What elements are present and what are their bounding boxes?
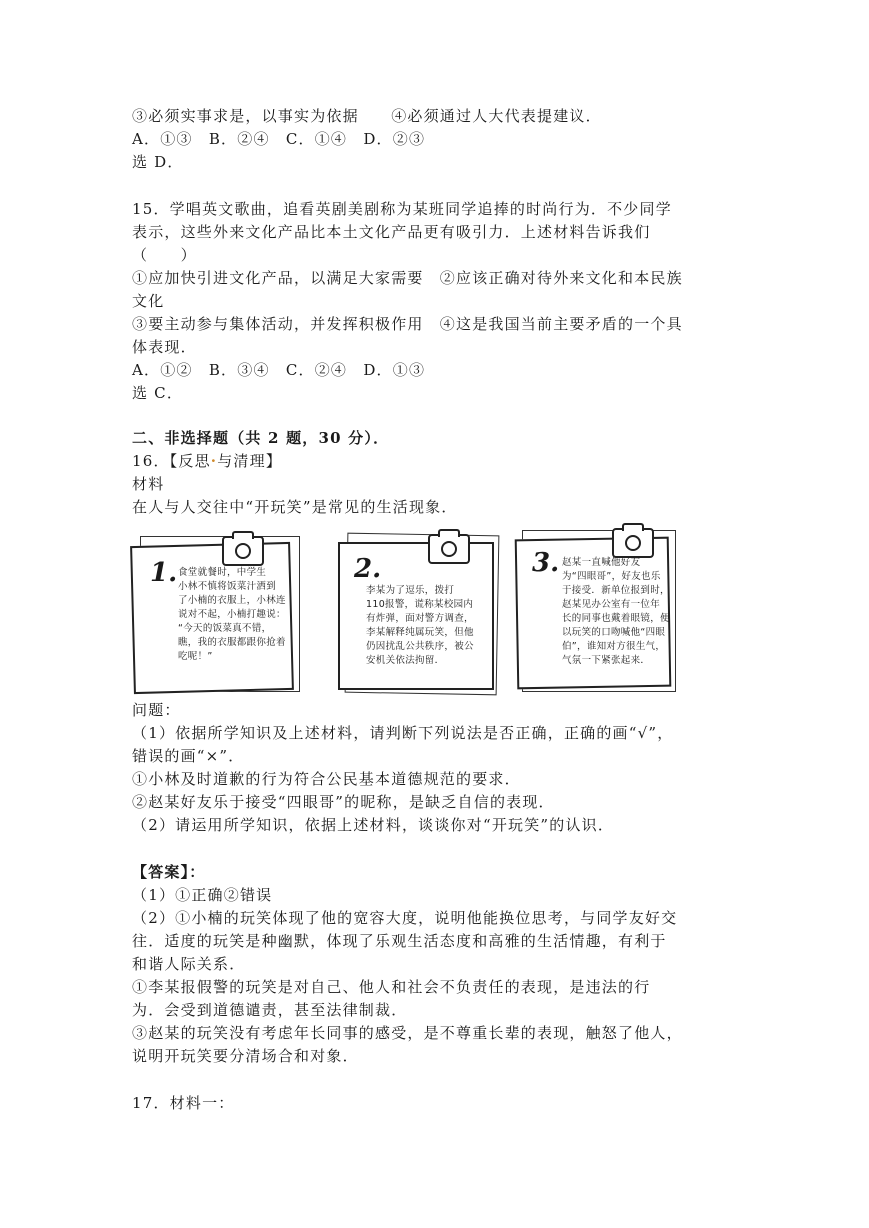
q15-line-7: 体表现． — [132, 338, 197, 356]
q16-q2: （2）请运用所学知识，依据上述材料，谈谈你对“开玩笑”的认识． — [132, 816, 615, 834]
q16-material-text: 在人与人交往中“开玩笑”是常见的生活现象． — [132, 498, 458, 516]
answer-2-line-6: ③赵某的玩笑没有考虑年长同事的感受，是不尊重长辈的表现，触怒了他人， — [132, 1024, 683, 1042]
answer-label: 【答案】： — [132, 863, 206, 881]
answer-1: （1）①正确②错误 — [132, 886, 273, 904]
marker-dot-icon: · — [210, 452, 218, 470]
camera-icon — [612, 528, 654, 558]
panel-3-number: 3. — [532, 548, 560, 578]
answer-2-line-7: 说明开玩笑要分清场合和对象． — [132, 1047, 359, 1065]
panel-2-number: 2. — [354, 554, 382, 584]
q15-line-5: 文化 — [132, 292, 165, 310]
panel-1-text: 食堂就餐时，中学生 小林不慎将饭菜汁洒到 了小楠的衣服上，小林连 说对不起，小楠打趣说： “今天的饭菜真不错， 瞧，我的衣服都跟你抢着 吃呢！” — [178, 567, 286, 662]
panel-2-text: 李某为了逗乐，拨打 110报警，谎称某校园内 有炸弹，面对警方调查， 李某解释纯属玩笑，但他 仍因扰乱公共秩序，被公 安机关依法拘留． — [366, 585, 474, 666]
illustration-panel-1 — [130, 526, 302, 694]
q16-title-prefix: 16．【反思 — [132, 452, 211, 470]
answer-2-line-4: ①李某报假警的玩笑是对自己、他人和社会不负责任的表现，是违法的行 — [132, 978, 651, 996]
illustration-panel-2 — [336, 526, 504, 694]
q16-title-mid: 与清理】 — [217, 452, 283, 470]
q14-answer: 选 D． — [132, 153, 184, 171]
q14-choices: A．①③ B．②④ C．①④ D．②③ — [132, 130, 426, 148]
illustration-panel-3 — [514, 520, 680, 694]
q14-options-line: ③必须实事求是，以事实为依据 ④必须通过人大代表提建议． — [132, 107, 602, 125]
section-2-title: 二、非选择题（共 2 题，30 分）． — [132, 429, 390, 447]
q15-line-3: （ ） — [132, 246, 197, 264]
q16-title — [132, 451, 282, 471]
panel-1-number: 1. — [150, 558, 178, 588]
answer-2-line-1: （2）①小楠的玩笑体现了他的宽容大度，说明他能换位思考，与同学友好交 — [132, 909, 678, 927]
q16-q1-line-2: 错误的画“×”． — [132, 747, 245, 765]
q16-questions-label: 问题： — [132, 701, 181, 719]
q16-item-1: ①小林及时道歉的行为符合公民基本道德规范的要求． — [132, 770, 521, 788]
q17-line-1: 17．材料一： — [132, 1094, 235, 1112]
camera-icon — [222, 536, 264, 566]
q15-answer: 选 C． — [132, 384, 184, 402]
panel-3-text: 赵某一直喊他好友 为“四眼哥”，好友也乐 于接受．新单位报到时， 赵某见办公室有一位年 长的同事也戴着眼镜，便 以玩笑的口吻喊他“四眼 伯”，谁知对方很生气， 气氛一下紧张起来． — [562, 557, 670, 666]
answer-2-line-3: 和谐人际关系． — [132, 955, 246, 973]
q16-material-label: 材料 — [132, 475, 165, 493]
q16-q1-line-1: （1）依据所学知识及上述材料，请判断下列说法是否正确，正确的画“√”， — [132, 724, 674, 742]
answer-2-line-2: 往．适度的玩笑是种幽默，体现了乐观生活态度和高雅的生活情趣，有利于 — [132, 932, 667, 950]
q15-line-2: 表示，这些外来文化产品比本土文化产品更有吸引力．上述材料告诉我们 — [132, 223, 651, 241]
q15-line-6: ③要主动参与集体活动，并发挥积极作用 ④这是我国当前主要矛盾的一个具 — [132, 315, 683, 333]
camera-icon — [428, 534, 470, 564]
q15-choices: A．①② B．③④ C．②④ D．①③ — [132, 361, 426, 379]
answer-2-line-5: 为．会受到道德谴责，甚至法律制裁． — [132, 1001, 408, 1019]
q15-line-1: 15．学唱英文歌曲，追看英剧美剧称为某班同学追捧的时尚行为．不少同学 — [132, 200, 672, 218]
q15-line-4: ①应加快引进文化产品，以满足大家需要 ②应该正确对待外来文化和本民族 — [132, 269, 683, 287]
q16-item-2: ②赵某好友乐于接受“四眼哥”的昵称，是缺乏自信的表现． — [132, 793, 555, 811]
